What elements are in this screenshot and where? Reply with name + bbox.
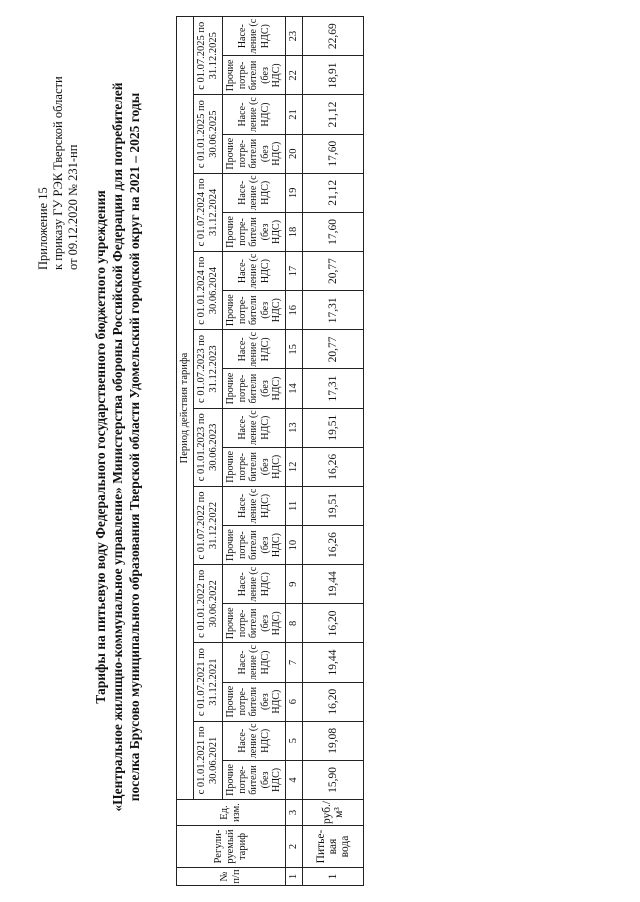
column-number: 19 [286,173,303,212]
subheader-population: Насе-ление (с НДС) [223,173,286,212]
row-number: 1 [303,868,364,886]
tariff-value-cell: 19,51 [303,408,364,447]
appendix-line-3: от 09.12.2020 № 231-нп [66,144,80,270]
column-number: 23 [286,17,303,56]
subheader-population: Насе-ление (с НДС) [223,565,286,604]
appendix-line-2: к приказу ГУ РЭК Тверской области [51,76,65,270]
header-period: Период действия тарифа [177,17,194,800]
column-number: 15 [286,330,303,369]
column-numbers-row [286,17,303,886]
tariff-value-cell: 18,91 [303,56,364,95]
document-title [92,52,143,842]
tariff-value-cell: 16,20 [303,682,364,721]
column-number: 22 [286,56,303,95]
column-number: 20 [286,134,303,173]
tariff-value-cell: 19,44 [303,565,364,604]
tariff-value-cell: 16,26 [303,526,364,565]
column-number: 10 [286,526,303,565]
subheader-other-consumers: Прочие потре-бители (без НДС) [223,760,286,799]
header-number: № п/п [177,868,286,886]
title-line-2: «Центральное жилищно-коммунальное управление» Министерства обороны Российской Федерации для потребителей [110,82,125,812]
appendix-note [36,40,81,270]
column-number: 2 [286,826,303,868]
column-number: 21 [286,95,303,134]
header-unit: Ед. изм. [177,800,286,826]
column-number: 3 [286,800,303,826]
tariff-value-cell: 19,08 [303,721,364,760]
subheader-population: Насе-ление (с НДС) [223,721,286,760]
tariff-value-cell: 20,77 [303,330,364,369]
tariff-value-cell: 16,26 [303,447,364,486]
column-number: 1 [286,868,303,886]
tariff-value-cell: 15,90 [303,760,364,799]
appendix-line-1: Приложение 15 [36,187,50,270]
subheader-other-consumers: Прочие потре-бители (без НДС) [223,447,286,486]
period-range: с 01.07.2025 по 31.12.2025 [194,17,223,95]
tariff-value-cell: 19,51 [303,486,364,525]
column-number: 9 [286,565,303,604]
period-ranges-row [194,17,223,886]
column-number: 18 [286,212,303,251]
tariff-value-cell: 16,20 [303,604,364,643]
column-number: 4 [286,760,303,799]
subheader-other-consumers: Прочие потре-бители (без НДС) [223,526,286,565]
tariff-value-cell: 21,12 [303,173,364,212]
period-range: с 01.01.2021 по 30.06.2021 [194,721,223,799]
tariff-value-cell: 17,31 [303,369,364,408]
period-range: с 01.07.2023 по 31.12.2023 [194,330,223,408]
tariff-value-cell: 22,69 [303,17,364,56]
subheader-population: Насе-ление (с НДС) [223,95,286,134]
subheader-population: Насе-ление (с НДС) [223,252,286,291]
period-range: с 01.07.2022 по 31.12.2022 [194,486,223,564]
subheader-population: Насе-ление (с НДС) [223,486,286,525]
column-number: 16 [286,291,303,330]
subheader-population: Насе-ление (с НДС) [223,17,286,56]
subheader-other-consumers: Прочие потре-бители (без НДС) [223,291,286,330]
column-number: 5 [286,721,303,760]
subheader-other-consumers: Прочие потре-бители (без НДС) [223,604,286,643]
row-tariff-name: Питье-вая вода [303,826,364,868]
column-number: 12 [286,447,303,486]
subheader-other-consumers: Прочие потре-бители (без НДС) [223,134,286,173]
column-number: 13 [286,408,303,447]
tariff-value-cell: 20,77 [303,252,364,291]
column-number: 6 [286,682,303,721]
table-row [303,17,364,886]
column-number: 11 [286,486,303,525]
column-number: 7 [286,643,303,682]
title-line-1: Тарифы на питьевую воду Федерального государственного бюджетного учреждения [93,190,108,704]
subheader-other-consumers: Прочие потре-бители (без НДС) [223,212,286,251]
header-tariff: Регули-руемый тариф [177,826,286,868]
period-range: с 01.01.2023 по 30.06.2023 [194,408,223,486]
subheader-population: Насе-ление (с НДС) [223,643,286,682]
tariff-value-cell: 17,60 [303,212,364,251]
consumer-groups-row [223,17,286,886]
period-range: с 01.01.2024 по 30.06.2024 [194,252,223,330]
subheader-population: Насе-ление (с НДС) [223,408,286,447]
column-number: 17 [286,252,303,291]
tariff-value-cell: 21,12 [303,95,364,134]
period-range: с 01.07.2021 по 31.12.2021 [194,643,223,721]
period-range: с 01.01.2025 по 30.06.2025 [194,95,223,173]
tariff-value-cell: 17,60 [303,134,364,173]
title-line-3: поселка Брусово муниципального образования Тверской области Удомельский городской округ на 2021 – 2025 годы [127,92,142,802]
column-number: 8 [286,604,303,643]
tariff-value-cell: 19,44 [303,643,364,682]
row-unit: руб./м³ [303,800,364,826]
column-number: 14 [286,369,303,408]
subheader-other-consumers: Прочие потре-бители (без НДС) [223,369,286,408]
tariff-value-cell: 17,31 [303,291,364,330]
tariff-table [176,16,364,886]
subheader-other-consumers: Прочие потре-бители (без НДС) [223,56,286,95]
subheader-population: Насе-ление (с НДС) [223,330,286,369]
subheader-other-consumers: Прочие потре-бители (без НДС) [223,682,286,721]
period-range: с 01.07.2024 по 31.12.2024 [194,173,223,251]
period-range: с 01.01.2022 по 30.06.2022 [194,565,223,643]
